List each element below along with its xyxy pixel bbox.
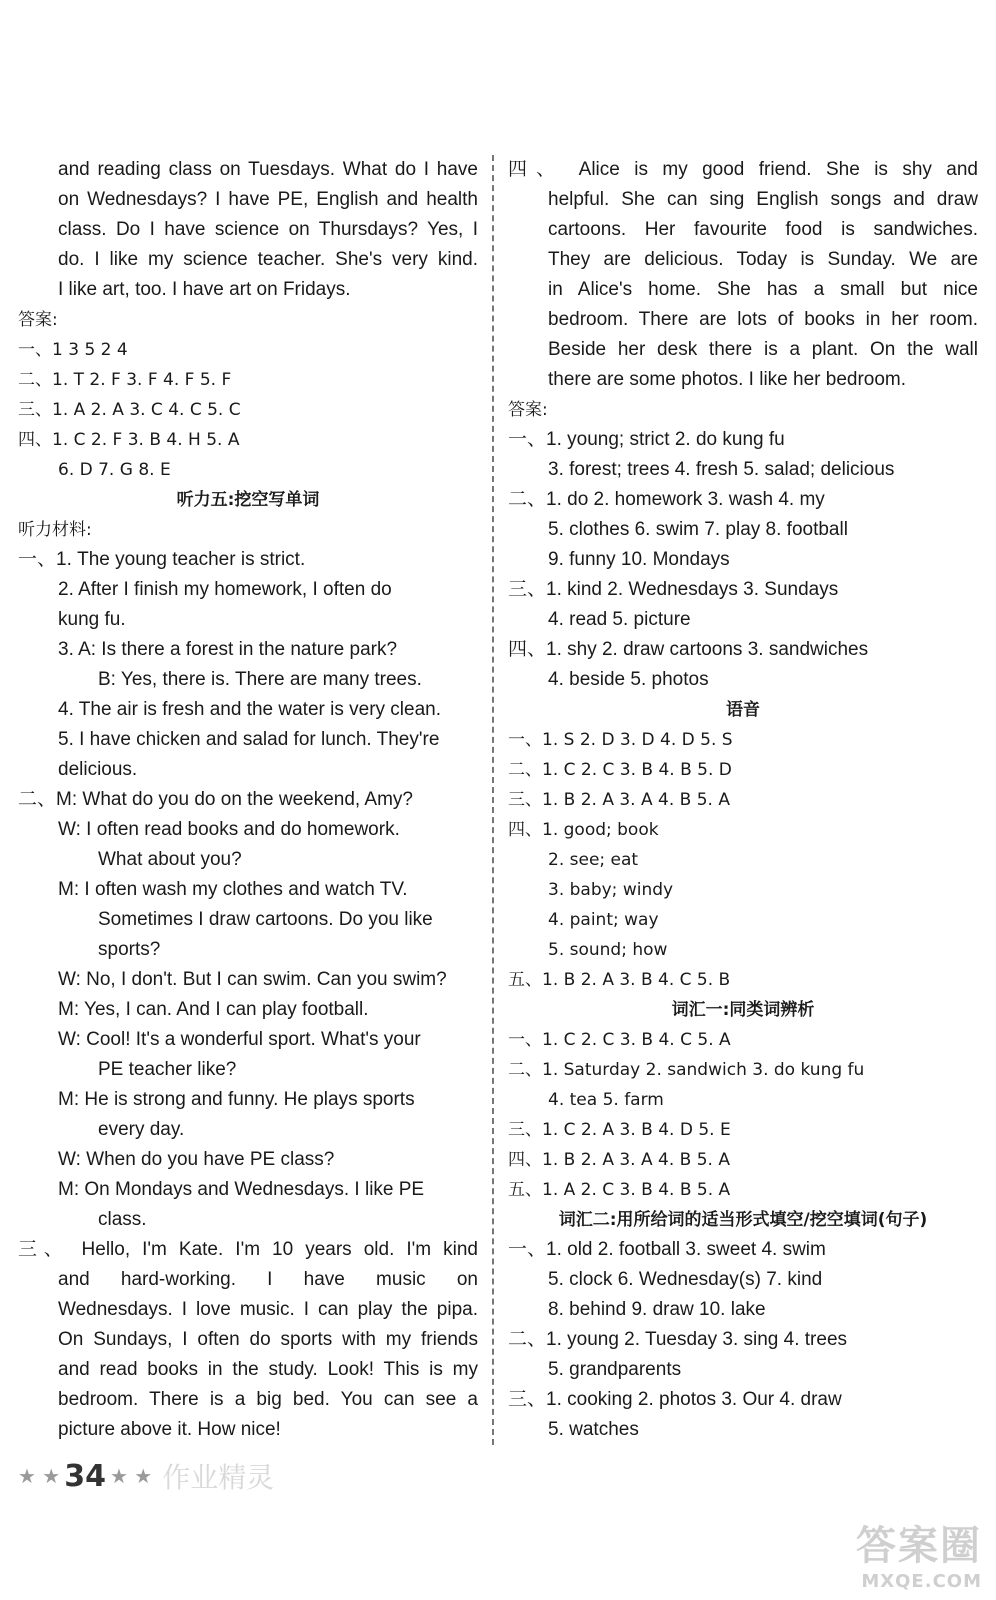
text-line: Beside her desk there is a plant. On the wall [548, 339, 978, 360]
page-footer [18, 1456, 274, 1496]
text-line: on Wednesdays? I have PE, English and health [58, 189, 478, 210]
answer-line: 四、1. shy 2. draw cartoons 3. sandwiches [508, 639, 869, 660]
dialogue-line: 二、M: What do you do on the weekend, Amy? [18, 789, 413, 810]
answer-line: 5. sound; how [548, 940, 668, 960]
dialogue-line: What about you? [98, 849, 242, 870]
section-title-vocab1: 词汇一:同类词辨析 [671, 1000, 815, 1020]
answer-line: 二、1. T 2. F 3. F 4. F 5. F [18, 370, 232, 390]
listening-q3 [18, 1235, 478, 1445]
answer-line: 一、1. C 2. C 3. B 4. C 5. A [508, 1030, 731, 1050]
dialogue-line: sports? [98, 939, 161, 960]
answer-line: 8. behind 9. draw 10. lake [548, 1299, 766, 1320]
answer-line: 5. clock 6. Wednesday(s) 7. kind [548, 1269, 823, 1290]
answer-line: 三、1. cooking 2. photos 3. Our 4. draw [508, 1389, 842, 1410]
vocab1-answers [508, 1025, 978, 1205]
text-line: and reading class on Tuesdays. What do I have [58, 159, 478, 180]
text-line: cartoons. Her favourite food is sandwiches. [548, 219, 978, 240]
answer-line: 5. watches [548, 1419, 639, 1440]
section-title: 听力五:挖空写单词 [176, 490, 320, 510]
text-line: and read books in the study. Look! This is my [58, 1359, 478, 1380]
text-line: 3. A: Is there a forest in the nature park? [58, 639, 398, 660]
text-line: 一、1. The young teacher is strict. [18, 549, 306, 570]
text-line: delicious. [58, 759, 138, 780]
dialogue-line: W: No, I don't. But I can swim. Can you swim? [58, 969, 447, 990]
dialogue-line: W: I often read books and do homework. [58, 819, 400, 840]
answer-line: 4. paint; way [548, 910, 659, 930]
text-line: B: Yes, there is. There are many trees. [98, 669, 422, 690]
dialogue-line: Sometimes I draw cartoons. Do you like [98, 909, 433, 930]
text-line: Wednesdays. I love music. I can play the pipa. [58, 1299, 478, 1320]
dialogue-line: W: Cool! It's a wonderful sport. What's your [58, 1029, 421, 1050]
answer-line: 三、1. C 2. A 3. B 4. D 5. E [508, 1120, 731, 1140]
dialogue-line: M: Yes, I can. And I can play football. [58, 999, 369, 1020]
answer-line: 四、1. C 2. F 3. B 4. H 5. A [18, 430, 240, 450]
dialogue-line: M: He is strong and funny. He plays sports [58, 1089, 415, 1110]
text-line: helpful. She can sing English songs and draw [548, 189, 978, 210]
watermark [856, 1514, 982, 1592]
right-column [508, 155, 978, 1445]
text-line: kung fu. [58, 609, 126, 630]
answer-line: 4. read 5. picture [548, 609, 691, 630]
text-line: I like art, too. I have art on Fridays. [58, 279, 351, 300]
text-line: They are delicious. Today is Sunday. We are [548, 249, 978, 270]
answer-line: 3. forest; trees 4. fresh 5. salad; delicious [548, 459, 895, 480]
answer-line: 6. D 7. G 8. E [58, 460, 171, 480]
listening-q1 [18, 545, 478, 785]
left-column [18, 155, 478, 1445]
answer-line: 一、1. young; strict 2. do kung fu [508, 429, 785, 450]
watermark-url: MXQE.COM [861, 1571, 982, 1592]
answer-line: 9. funny 10. Mondays [548, 549, 730, 570]
answer-line: 一、1. S 2. D 3. D 4. D 5. S [508, 730, 733, 750]
answer-label: 答案: [18, 310, 58, 330]
star-icon: ★ ★ [109, 1464, 153, 1488]
answer-line: 二、1. Saturday 2. sandwich 3. do kung fu [508, 1060, 865, 1080]
answer-line: 四、1. B 2. A 3. A 4. B 5. A [508, 1150, 730, 1170]
answer-line: 5. clothes 6. swim 7. play 8. football [548, 519, 848, 540]
answer-line: 一、1 3 5 2 4 [18, 340, 128, 360]
star-icon: ★ ★ [18, 1464, 61, 1488]
page-number: 34 [64, 1458, 106, 1494]
listening-dialogue [18, 785, 478, 1235]
answer-label: 答案: [508, 400, 548, 420]
answer-line: 4. tea 5. farm [548, 1090, 664, 1110]
text-line: 5. I have chicken and salad for lunch. They're [58, 729, 440, 750]
material-label: 听力材料: [18, 520, 92, 540]
answer-line: 5. grandparents [548, 1359, 682, 1380]
text-line: and hard-working. I have music on [58, 1269, 478, 1290]
intro-paragraph [18, 155, 478, 305]
section-title-vocab2: 词汇二:用所给词的适当形式填空/挖空填词(句子) [558, 1210, 928, 1230]
text-line: 三、 Hello, I'm Kate. I'm 10 years old. I'm kind [18, 1239, 478, 1260]
text-line: there are some photos. I like her bedroom. [548, 369, 907, 390]
dialogue-line: M: On Mondays and Wednesdays. I like PE [58, 1179, 425, 1200]
text-line: On Sundays, I often do sports with my friends [58, 1329, 478, 1350]
dialogue-line: W: When do you have PE class? [58, 1149, 335, 1170]
answer-line: 一、1. old 2. football 3. sweet 4. swim [508, 1239, 826, 1260]
answer-line: 四、1. good; book [508, 820, 659, 840]
answer-line: 4. beside 5. photos [548, 669, 709, 690]
watermark-logo: 答案圈 [856, 1523, 982, 1569]
answer-line: 二、1. young 2. Tuesday 3. sing 4. trees [508, 1329, 848, 1350]
answer-line: 三、1. A 2. A 3. C 4. C 5. C [18, 400, 241, 420]
text-line: in Alice's home. She has a small but nice [548, 279, 978, 300]
dialogue-line: PE teacher like? [98, 1059, 237, 1080]
answer-line: 五、1. A 2. C 3. B 4. B 5. A [508, 1180, 731, 1200]
text-line: 4. The air is fresh and the water is very clean. [58, 699, 441, 720]
answer-line: 二、1. do 2. homework 3. wash 4. my [508, 489, 825, 510]
phonics-answers [508, 725, 978, 995]
answer-list [508, 425, 978, 695]
text-line: bedroom. There is a big bed. You can see a [58, 1389, 478, 1410]
brand-logo: 作业精灵 [162, 1461, 275, 1494]
text-line: do. I like my science teacher. She's very kind. [58, 249, 478, 270]
answer-line: 2. see; eat [548, 850, 639, 870]
answer-line: 3. baby; windy [548, 880, 674, 900]
text-line: 四、 Alice is my good friend. She is shy and [508, 159, 978, 180]
text-line: bedroom. There are lots of books in her room. [548, 309, 978, 330]
section-title-phonics: 语音 [726, 700, 760, 720]
dialogue-line: M: I often wash my clothes and watch TV. [58, 879, 408, 900]
dialogue-line: every day. [98, 1119, 185, 1140]
dialogue-line: class. [98, 1209, 147, 1230]
text-line: class. Do I have science on Thursdays? Yes, I [58, 219, 478, 240]
vocab2-answers [508, 1235, 978, 1445]
passage-q4 [508, 155, 978, 395]
column-divider [492, 155, 494, 1445]
text-line: 2. After I finish my homework, I often do [58, 579, 392, 600]
text-line: picture above it. How nice! [58, 1419, 281, 1440]
answer-line: 三、1. B 2. A 3. A 4. B 5. A [508, 790, 730, 810]
answer-line: 五、1. B 2. A 3. B 4. C 5. B [508, 970, 731, 990]
answer-list [18, 335, 478, 485]
answer-line: 二、1. C 2. C 3. B 4. B 5. D [508, 760, 732, 780]
answer-line: 三、1. kind 2. Wednesdays 3. Sundays [508, 579, 839, 600]
